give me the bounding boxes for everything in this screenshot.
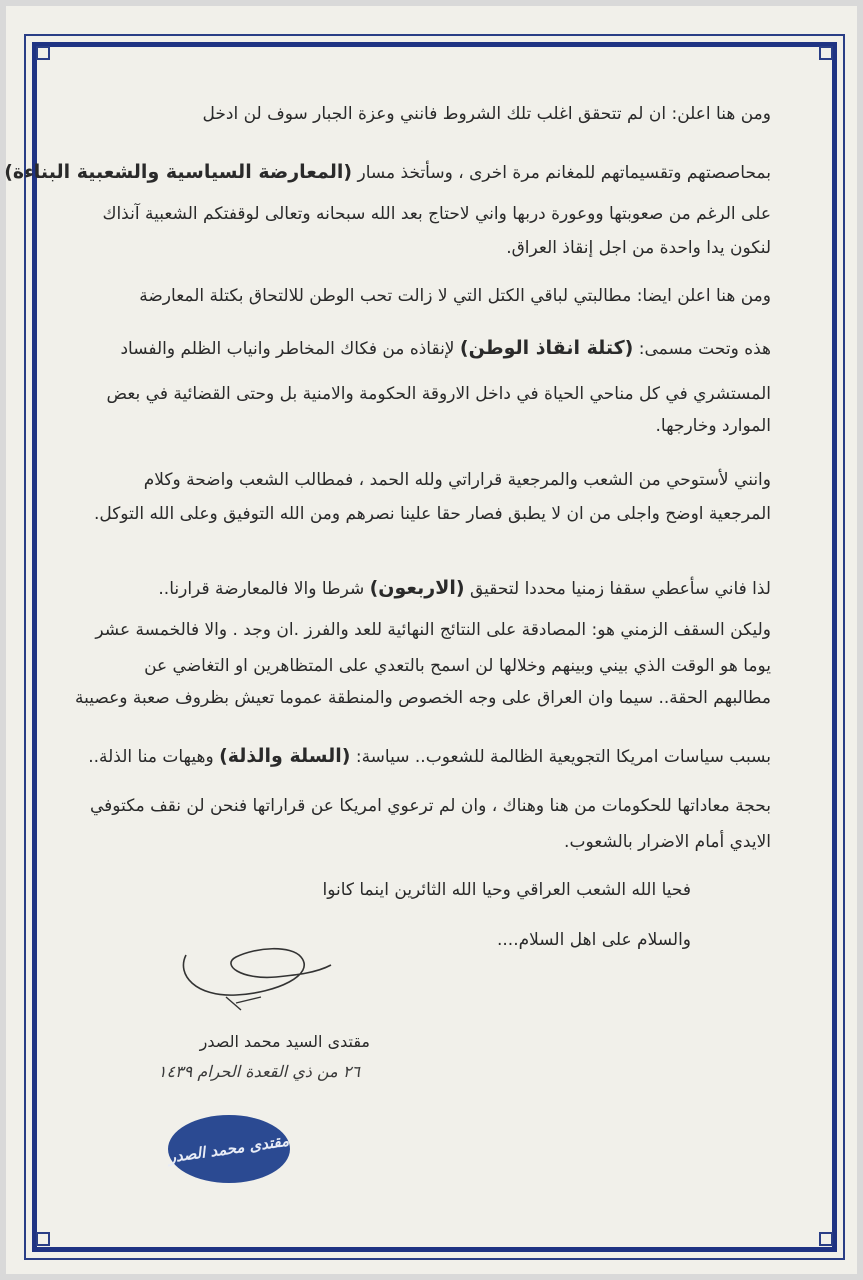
text-line [120,338,771,359]
text-line: مطالبهم الحقة.. سيما وان العراق على وجه الخصوص والمنطقة عموما تعيش بظروف صعبة وعصيبة [74,688,771,708]
official-seal [168,1115,290,1183]
highlight-phrase: (السلة والذلة) [219,745,351,767]
highlight-phrase: (المعارضة السياسية والشعبية البناءة) [4,161,353,183]
handwritten-signature [166,935,346,1015]
text-span: شرطا والا فالمعارضة قرارنا.. [158,579,365,599]
text-line: وليكن السقف الزمني هو: المصادقة على النتائج النهائية للعد والفرز .ان وجد . والا فالخمسة عشر [95,620,771,640]
highlight-phrase: (كتلة انقاذ الوطن) [459,337,634,359]
signature-date: ٢٦ من ذي القعدة الحرام ١٤٣٩ [157,1062,360,1081]
paragraph-4 [74,577,771,858]
text-line: ومن هنا اعلن: ان لم تتحقق اغلب تلك الشروط فانني وعزة الجبار سوف لن ادخل [202,104,771,124]
text-line: يوما هو الوقت الذي بيني وبينهم وخلالها لن اسمح بالتعدي على المتظاهرين او التغاضي عن [144,656,771,676]
text-line: على الرغم من صعوبتها ووعورة دربها واني لاحتاج بعد الله سبحانه وتعالى لوقفتكم الشعبية آنذاك [102,204,771,224]
text-line: لنكون يدا واحدة من اجل إنقاذ العراق. [506,238,771,258]
highlight-phrase: (الاربعون) [369,577,465,599]
seal-text: مقتدى محمد الصدر [167,1131,291,1167]
text-span: بمحاصصتهم وتقسيماتهم للمغانم مرة اخرى ، وسأتخذ مسار [357,163,771,183]
corner-ornament [819,46,833,60]
text-span: هذه وتحت مسمى: [638,339,771,359]
paragraph-2 [106,286,771,456]
text-span: لذا فاني سأعطي سقفا زمنيا محددا لتحقيق [469,579,771,599]
text-line [158,578,771,599]
text-line [4,162,771,183]
text-span: وهيهات منا الذلة.. [88,747,214,767]
text-line: المرجعية اوضح واجلى من ان لا يطبق فصار حقا علينا نصرهم ومن الله التوفيق وعلى الله التوكل. [93,504,771,524]
paragraph-3 [93,470,771,540]
text-line: وانني لأستوحي من الشعب والمرجعية قراراتي ولله الحمد ، فمطالب الشعب واضحة وكلام [143,470,771,490]
corner-ornament [36,1232,50,1246]
text-span: لإنقاذه من فكاك المخاطر وانياب الظلم والفساد [120,339,455,359]
paragraph-1 [4,104,771,264]
corner-ornament [819,1232,833,1246]
text-line: والسلام على اهل السلام.... [496,930,691,950]
text-line: الموارد وخارجها. [655,416,771,436]
text-line: ومن هنا اعلن ايضا: مطالبتي لباقي الكتل التي لا زالت تحب الوطن للالتحاق بكتلة المعارضة [139,286,771,306]
text-line [88,746,771,767]
corner-ornament [36,46,50,60]
signatory-name: مقتدى السيد محمد الصدر [199,1032,370,1051]
text-span: بسبب سياسات امريكا التجويعية الظالمة للشعوب.. سياسة: [355,747,771,767]
text-line: المستشري في كل مناحي الحياة في داخل الاروقة الحكومة والامنية بل وحتى القضائية في بعض [106,384,771,404]
text-line: فحيا الله الشعب العراقي وحيا الله الثائرين اينما كانوا [322,880,691,900]
text-line: الايدي أمام الاضرار بالشعوب. [564,832,771,852]
text-line: بحجة معاداتها للحكومات من هنا وهناك ، وان لم ترعوي امريكا عن قراراتها فنحن لن نقف مكتوفي [89,796,771,816]
